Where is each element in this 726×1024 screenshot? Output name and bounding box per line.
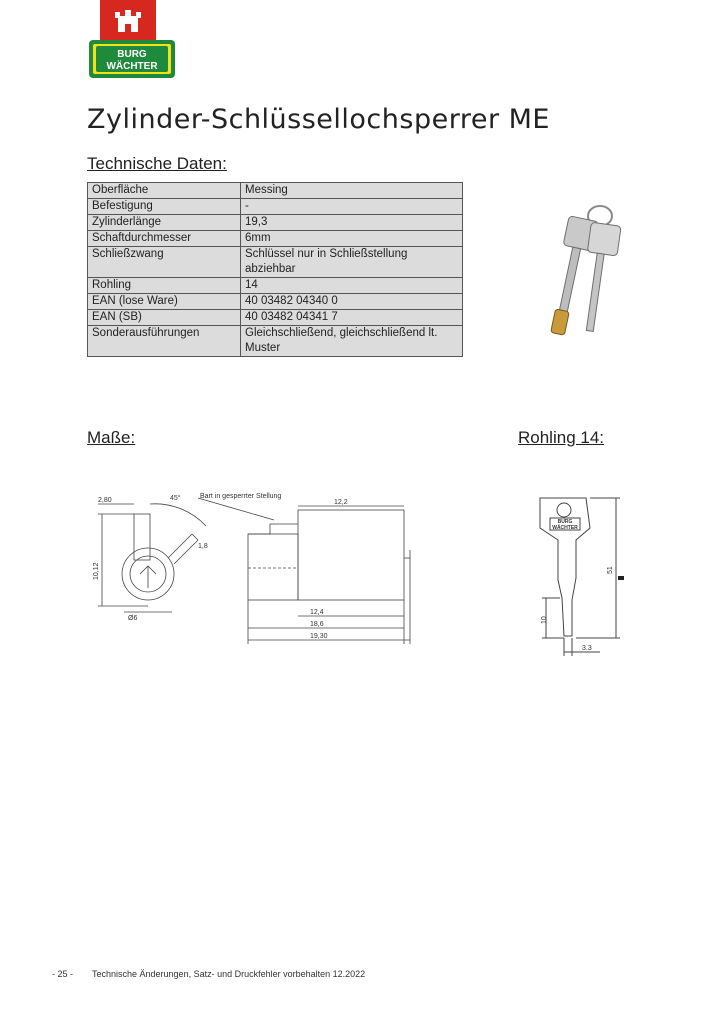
drawing-note: Bart in gesperrter Stellung — [200, 493, 282, 500]
dim-height: 10,12 — [93, 562, 100, 580]
table-row — [88, 183, 463, 199]
page-title: Zylinder-Schlüssellochsperrer ME — [87, 104, 550, 135]
table-row — [88, 215, 463, 231]
burg-waechter-logo — [88, 0, 176, 80]
key-dim-tip: 10 — [541, 616, 548, 624]
dim-top: 12,2 — [334, 499, 348, 506]
section-heading-blank: Rohling 14: — [518, 428, 605, 447]
cylinder-technical-drawing — [88, 488, 418, 653]
logo-text-burg: BURG — [117, 49, 147, 60]
section-heading-dimensions: Maße: — [87, 428, 136, 447]
spec-value: 6mm — [241, 231, 463, 247]
key-blank-drawing — [520, 488, 636, 658]
spec-label: Sonderausführungen — [88, 326, 241, 357]
table-row — [88, 294, 463, 310]
section-heading-technical: Technische Daten: — [87, 154, 227, 173]
key-dim-length: 51 — [607, 566, 614, 574]
spec-label: EAN (lose Ware) — [88, 294, 241, 310]
dim-total: 19,30 — [310, 633, 328, 640]
key-brand-burg: BURG — [557, 519, 573, 525]
spec-label: Zylinderlänge — [88, 215, 241, 231]
dim-d1: 12,4 — [310, 609, 324, 616]
spec-table — [87, 182, 463, 357]
key-brand-waechter: WÄCHTER — [552, 525, 578, 531]
spec-label: Oberfläche — [88, 183, 241, 199]
spec-value: Schlüssel nur in Schließstellung abziehbar — [241, 247, 463, 278]
table-row — [88, 326, 463, 357]
spec-label: EAN (SB) — [88, 310, 241, 326]
table-row — [88, 310, 463, 326]
dim-slot: 1,8 — [198, 543, 208, 550]
dim-angle: 45° — [170, 495, 181, 502]
table-row — [88, 199, 463, 215]
spec-value: Gleichschließend, gleichschließend lt. Muster — [241, 326, 463, 357]
footer-page-number: - 25 - — [52, 969, 74, 979]
table-row — [88, 278, 463, 294]
dim-width: 2,80 — [98, 497, 112, 504]
spec-value: - — [241, 199, 463, 215]
table-row — [88, 231, 463, 247]
dim-d2: 18,6 — [310, 621, 324, 628]
table-row — [88, 247, 463, 278]
spec-label: Rohling — [88, 278, 241, 294]
spec-value: Messing — [241, 183, 463, 199]
spec-label: Schaftdurchmesser — [88, 231, 241, 247]
spec-value: 14 — [241, 278, 463, 294]
spec-label: Befestigung — [88, 199, 241, 215]
logo-text-waechter: WÄCHTER — [106, 61, 158, 72]
spec-value: 40 03482 04340 0 — [241, 294, 463, 310]
key-dim-width: 3.3 — [582, 645, 592, 652]
footer-disclaimer: Technische Änderungen, Satz- und Druckfehler vorbehalten 12.2022 — [92, 969, 366, 979]
spec-value: 40 03482 04341 7 — [241, 310, 463, 326]
spec-value: 19,3 — [241, 215, 463, 231]
dim-diameter: Ø6 — [128, 615, 138, 622]
spec-label: Schließzwang — [88, 247, 241, 278]
product-keys-image — [540, 202, 640, 352]
